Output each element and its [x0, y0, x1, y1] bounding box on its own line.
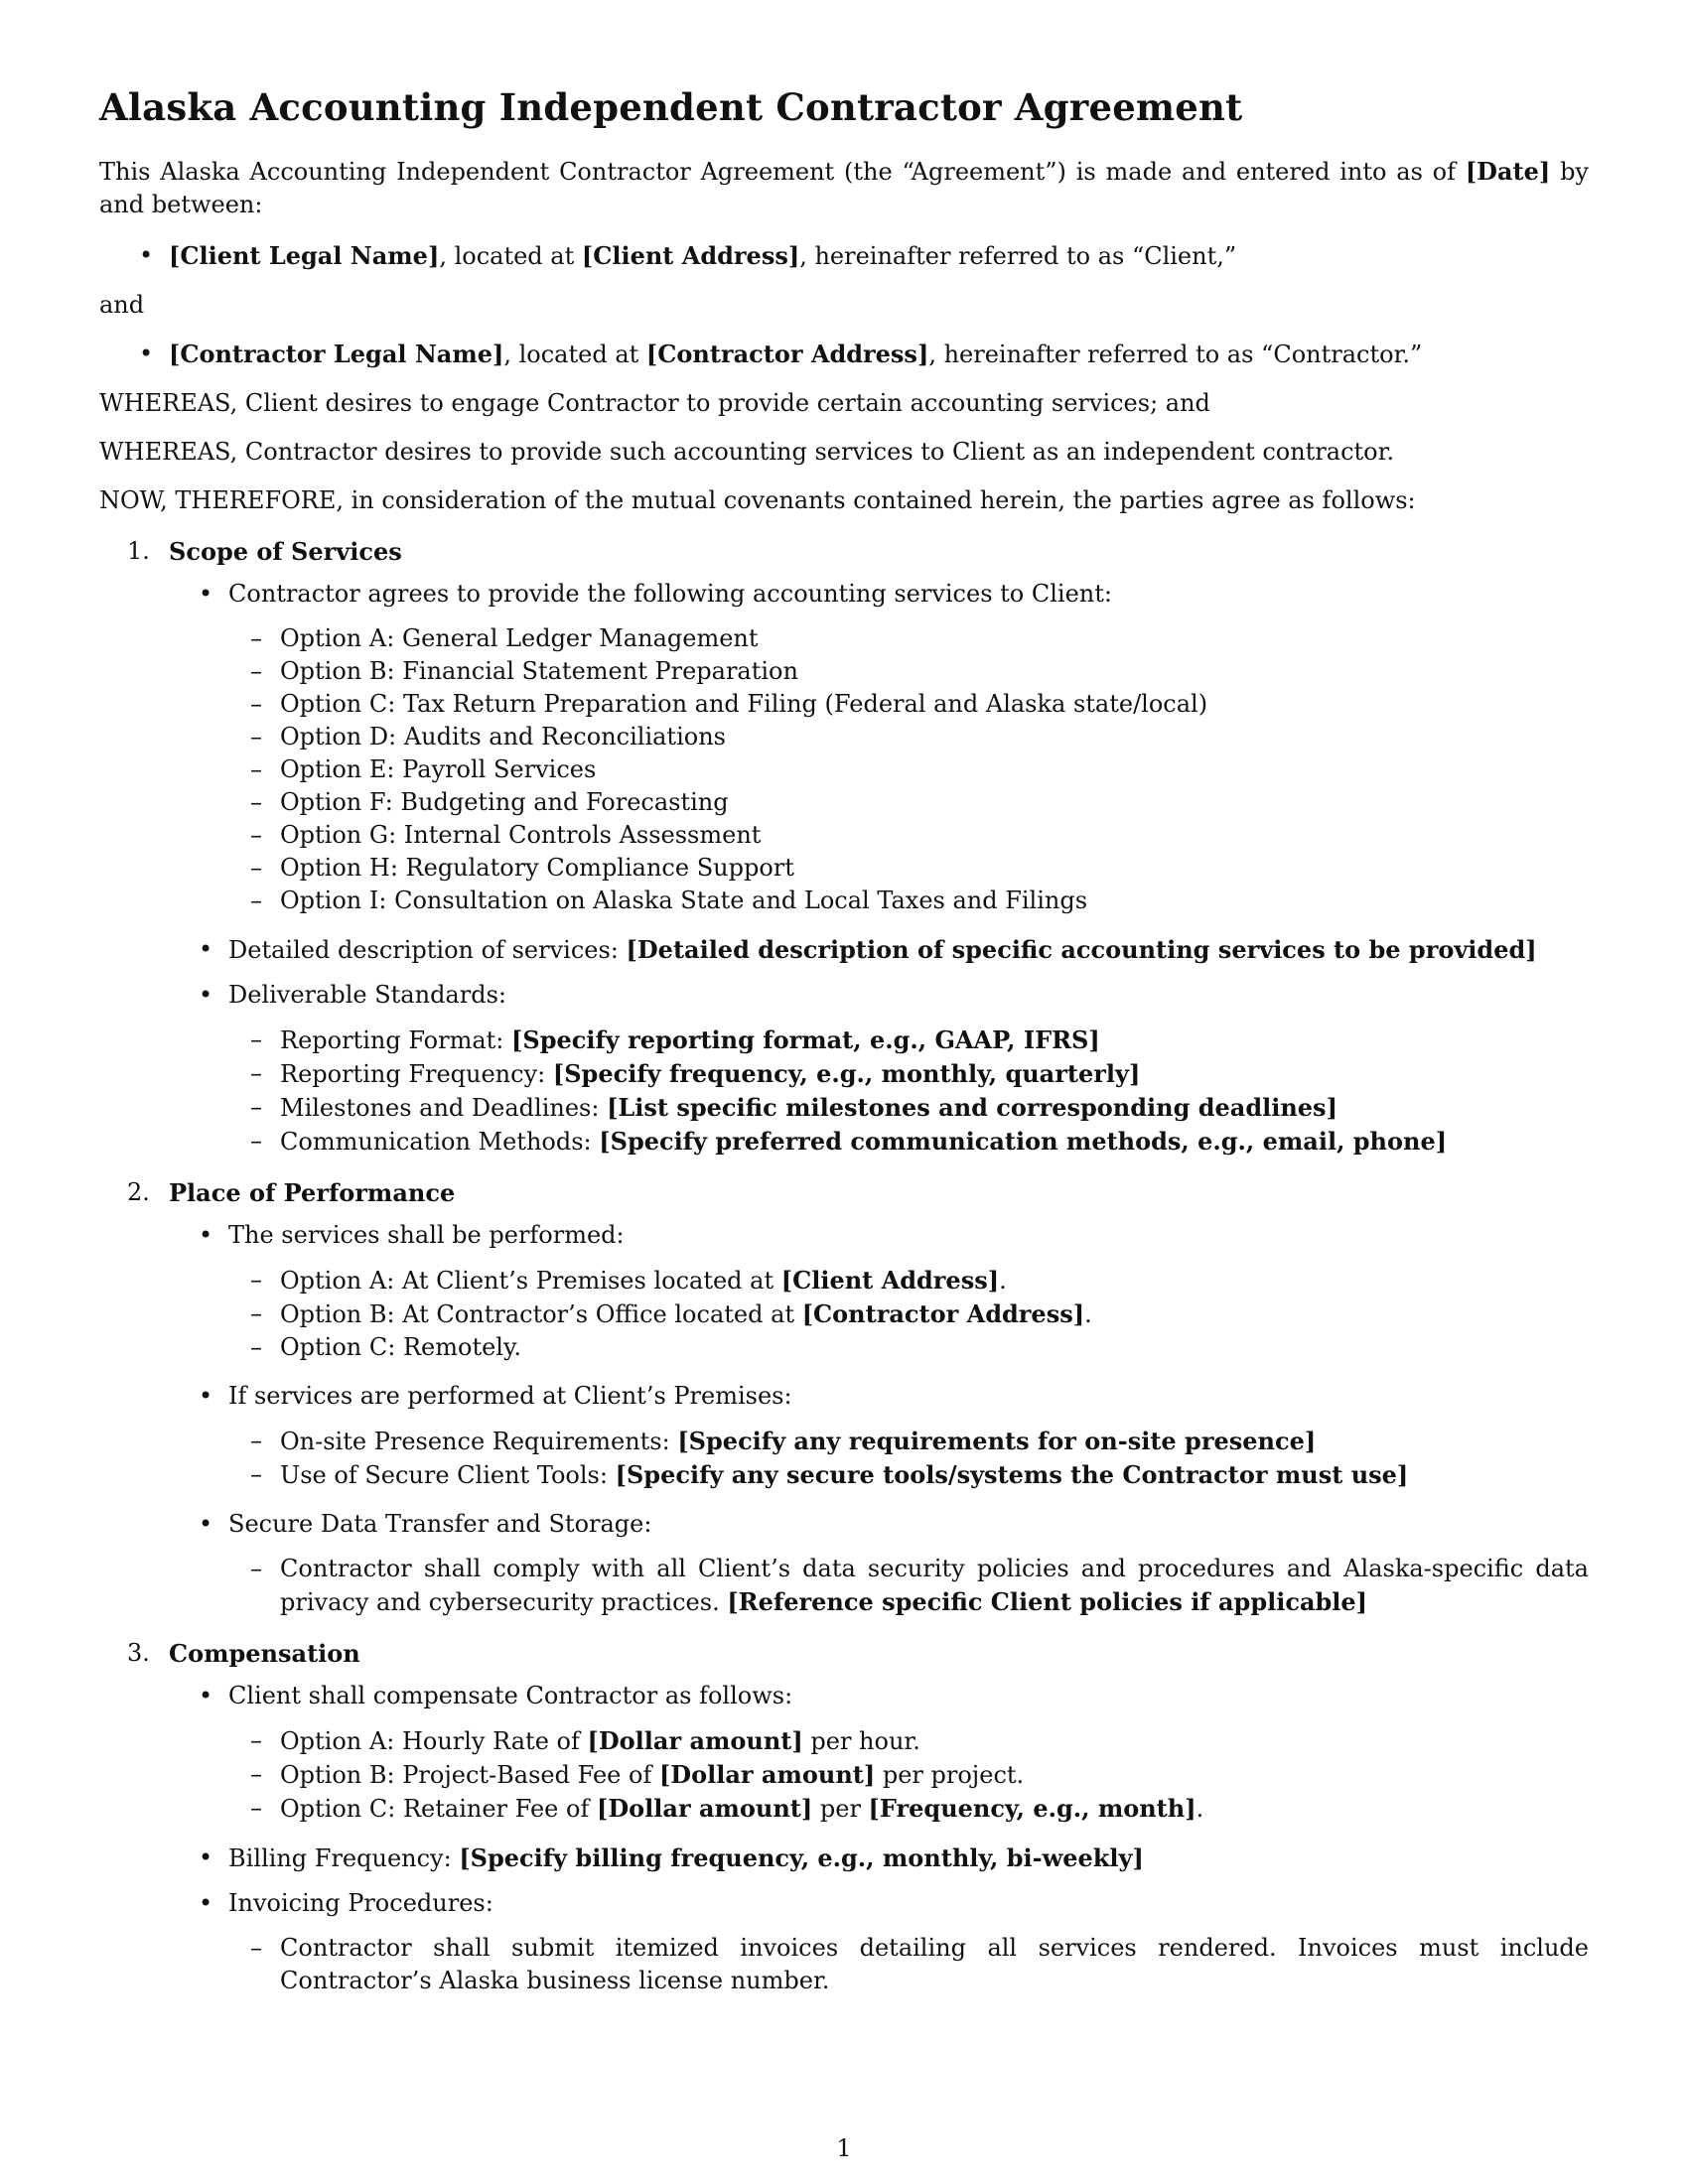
contractor-located-text: , located at — [503, 341, 646, 368]
dash-icon: – — [250, 1299, 262, 1327]
dash-icon: – — [250, 1059, 262, 1087]
service-option: Option I: Consultation on Alaska State and Local Taxes and Filings — [280, 887, 1088, 914]
placeholder-text: [Specify frequency, e.g., monthly, quarterly] — [552, 1059, 1141, 1088]
bullet-icon: • — [199, 1843, 213, 1871]
list-item-text: Contractor agrees to provide the following accounting services to Client: — [228, 580, 1112, 608]
option-text: Contractor shall submit itemized invoices detailing all services rendered. Invoices must include Contractor’s Alaska business license number. — [280, 1934, 1589, 1994]
bullet-icon: • — [199, 1221, 213, 1249]
list-item — [250, 622, 1589, 655]
list-item — [199, 979, 1589, 1012]
list-item — [199, 1380, 1589, 1413]
bullet-icon: • — [199, 981, 213, 1009]
dash-icon: – — [250, 887, 262, 914]
dash-icon: – — [250, 1127, 262, 1155]
section-heading — [127, 535, 1589, 568]
section-heading — [127, 1637, 1589, 1670]
document-title: Alaska Accounting Independent Contractor Agreement — [99, 85, 1243, 129]
client-party — [139, 239, 1589, 273]
dash-icon: – — [250, 624, 262, 652]
list-item — [250, 1057, 1589, 1091]
period-text: . — [1084, 1300, 1092, 1328]
bullet-icon: • — [199, 1382, 213, 1410]
client-name-placeholder: [Client Legal Name] — [169, 241, 440, 270]
bullet-icon: • — [199, 580, 213, 608]
option-text-end: per project. — [875, 1761, 1025, 1789]
list-item — [199, 1508, 1589, 1541]
dash-icon: – — [250, 1427, 262, 1454]
option-text: Option C: Retainer Fee of — [280, 1795, 597, 1823]
dash-icon: – — [250, 1555, 262, 1582]
contractor-name-placeholder: [Contractor Legal Name] — [169, 340, 504, 368]
list-item-text: Client shall compensate Contractor as follows: — [228, 1682, 793, 1709]
option-text: Option A: At Client’s Premises located at — [280, 1267, 781, 1295]
list-item-text: Billing Frequency: — [228, 1844, 460, 1872]
placeholder-text: [Reference specific Client policies if applicable] — [727, 1587, 1368, 1616]
placeholder-text: [Dollar amount] — [587, 1726, 803, 1755]
list-item — [250, 819, 1589, 852]
list-item — [250, 1125, 1589, 1159]
standard-label: Milestones and Deadlines: — [280, 1094, 608, 1122]
bullet-icon: • — [139, 241, 154, 269]
placeholder-text: [Dollar amount] — [658, 1760, 876, 1789]
dash-icon: – — [250, 1726, 262, 1754]
service-option: Option F: Budgeting and Forecasting — [280, 788, 729, 816]
list-item — [199, 1219, 1589, 1252]
dash-icon: – — [250, 1093, 262, 1121]
client-located-text: , located at — [439, 242, 582, 270]
standard-label: Reporting Frequency: — [280, 1060, 553, 1088]
section-number: 2. — [127, 1178, 150, 1206]
placeholder-text: [Specify any requirements for on-site presence] — [677, 1427, 1317, 1455]
list-item — [250, 1792, 1589, 1826]
option-text: Use of Secure Client Tools: — [280, 1461, 616, 1489]
section-number: 3. — [127, 1639, 150, 1667]
dash-icon: – — [250, 657, 262, 685]
list-item — [250, 753, 1589, 786]
service-option: Option E: Payroll Services — [280, 755, 597, 783]
list-item — [250, 885, 1589, 917]
list-item — [199, 1887, 1589, 1920]
service-option: Option G: Internal Controls Assessment — [280, 821, 762, 849]
bullet-icon: • — [199, 1510, 213, 1538]
option-text: Option A: Hourly Rate of — [280, 1727, 588, 1755]
list-item — [250, 1425, 1589, 1458]
dash-icon: – — [250, 854, 262, 882]
placeholder-text: [Detailed description of specific accounting services to be provided] — [626, 935, 1537, 964]
service-option: Option D: Audits and Reconciliations — [280, 723, 726, 751]
intro-text-end: by and between: — [99, 158, 1589, 218]
place-options-list — [250, 1264, 1589, 1364]
list-item — [250, 1758, 1589, 1792]
option-text: On-site Presence Requirements: — [280, 1428, 678, 1455]
intro-text: This Alaska Accounting Independent Contractor Agreement (the “Agreement”) is made and entered into as of — [99, 158, 1466, 186]
section-heading — [127, 1176, 1589, 1209]
list-item-text: Detailed description of services: — [228, 936, 627, 964]
whereas-clause-1: WHEREAS, Client desires to engage Contractor to provide certain accounting services; and — [99, 389, 1210, 417]
and-text: and — [99, 291, 145, 319]
placeholder-text: [Specify preferred communication methods, e.g., email, phone] — [599, 1127, 1448, 1156]
placeholder-text: [Specify any secure tools/systems the Contractor must use] — [615, 1460, 1409, 1489]
bullet-icon: • — [199, 1889, 213, 1917]
dash-icon: – — [250, 821, 262, 849]
list-item — [199, 578, 1589, 611]
service-option: Option A: General Ledger Management — [280, 624, 759, 652]
bullet-icon: • — [139, 340, 154, 367]
option-text: Option B: At Contractor’s Office located at — [280, 1300, 802, 1328]
bullet-icon: • — [199, 1682, 213, 1709]
placeholder-text: [Specify reporting format, e.g., GAAP, IFRS] — [511, 1025, 1100, 1054]
contractor-party — [139, 338, 1589, 371]
dash-icon: – — [250, 723, 262, 751]
page-number: 1 — [836, 2134, 852, 2162]
section-title: Place of Performance — [169, 1178, 456, 1207]
service-option: Option H: Regulatory Compliance Support — [280, 854, 794, 882]
list-item — [250, 786, 1589, 819]
dash-icon: – — [250, 1266, 262, 1294]
option-text-end: . — [1196, 1795, 1204, 1823]
list-item-text: If services are performed at Client’s Premises: — [228, 1382, 792, 1410]
deliverable-standards-list — [250, 1024, 1589, 1159]
whereas-clause-2: WHEREAS, Contractor desires to provide such accounting services to Client as an independent contractor. — [99, 438, 1395, 466]
dash-icon: – — [250, 788, 262, 816]
list-item — [250, 1091, 1589, 1125]
contractor-address-placeholder: [Contractor Address] — [645, 340, 929, 368]
list-item-text: Deliverable Standards: — [228, 981, 506, 1009]
list-item — [199, 1680, 1589, 1712]
list-item-text: The services shall be performed: — [228, 1221, 625, 1249]
list-item — [250, 1024, 1589, 1057]
list-item — [199, 1842, 1589, 1875]
list-item — [199, 933, 1589, 967]
dash-icon: – — [250, 1794, 262, 1822]
list-item — [250, 1297, 1589, 1331]
period-text: . — [999, 1267, 1007, 1295]
dash-icon: – — [250, 1025, 262, 1053]
list-item-text: Secure Data Transfer and Storage: — [228, 1510, 652, 1538]
option-text-mid: per — [812, 1795, 869, 1823]
date-placeholder: [Date] — [1465, 157, 1551, 186]
list-item-text: Invoicing Procedures: — [228, 1889, 493, 1917]
dash-icon: – — [250, 1934, 262, 1962]
list-item — [250, 1932, 1589, 1997]
list-item — [250, 1331, 1589, 1364]
dash-icon: – — [250, 690, 262, 718]
bullet-icon: • — [199, 935, 213, 963]
standard-label: Reporting Format: — [280, 1026, 512, 1054]
placeholder-text: [Dollar amount] — [596, 1794, 813, 1823]
list-item — [250, 1458, 1589, 1492]
dash-icon: – — [250, 1760, 262, 1788]
list-item — [250, 1553, 1589, 1619]
placeholder-text: [Frequency, e.g., month] — [868, 1794, 1196, 1823]
option-text: Option C: Remotely. — [280, 1333, 521, 1361]
section-title: Scope of Services — [169, 537, 402, 566]
compensation-options-list — [250, 1724, 1589, 1826]
service-option: Option B: Financial Statement Preparation — [280, 657, 798, 685]
placeholder-text: [Contractor Address] — [801, 1299, 1085, 1328]
placeholder-text: [List specific milestones and corresponding deadlines] — [607, 1093, 1337, 1122]
list-item — [250, 1264, 1589, 1297]
option-text-end: per hour. — [802, 1727, 920, 1755]
standard-label: Communication Methods: — [280, 1128, 600, 1156]
intro-paragraph — [99, 155, 1589, 221]
data-security-list — [250, 1553, 1589, 1619]
list-item — [250, 1724, 1589, 1758]
service-options-list — [250, 622, 1589, 917]
dash-icon: – — [250, 1460, 262, 1488]
placeholder-text: [Client Address] — [780, 1266, 1000, 1295]
list-item — [250, 655, 1589, 688]
option-text: Contractor shall comply with all Client’s data security policies and procedures and Alaska-specific data privacy and cybersecurity practices. — [280, 1555, 1589, 1616]
list-item — [250, 852, 1589, 885]
option-text: Option B: Project-Based Fee of — [280, 1761, 659, 1789]
now-therefore-clause: NOW, THEREFORE, in consideration of the mutual covenants contained herein, the parties agree as follows: — [99, 486, 1416, 514]
placeholder-text: [Specify billing frequency, e.g., monthly, bi-weekly] — [459, 1843, 1144, 1872]
invoicing-list — [250, 1932, 1589, 1997]
premises-requirements-list — [250, 1425, 1589, 1492]
service-option: Option C: Tax Return Preparation and Filing (Federal and Alaska state/local) — [280, 690, 1208, 718]
list-item — [250, 688, 1589, 721]
dash-icon: – — [250, 755, 262, 783]
client-address-placeholder: [Client Address] — [581, 241, 800, 270]
contractor-suffix-text: , hereinafter referred to as “Contractor.” — [928, 341, 1423, 368]
section-title: Compensation — [169, 1639, 360, 1668]
dash-icon: – — [250, 1333, 262, 1361]
list-item — [250, 721, 1589, 753]
client-suffix-text: , hereinafter referred to as “Client,” — [799, 242, 1237, 270]
document-page — [99, 85, 1589, 2013]
section-number: 1. — [127, 537, 150, 565]
